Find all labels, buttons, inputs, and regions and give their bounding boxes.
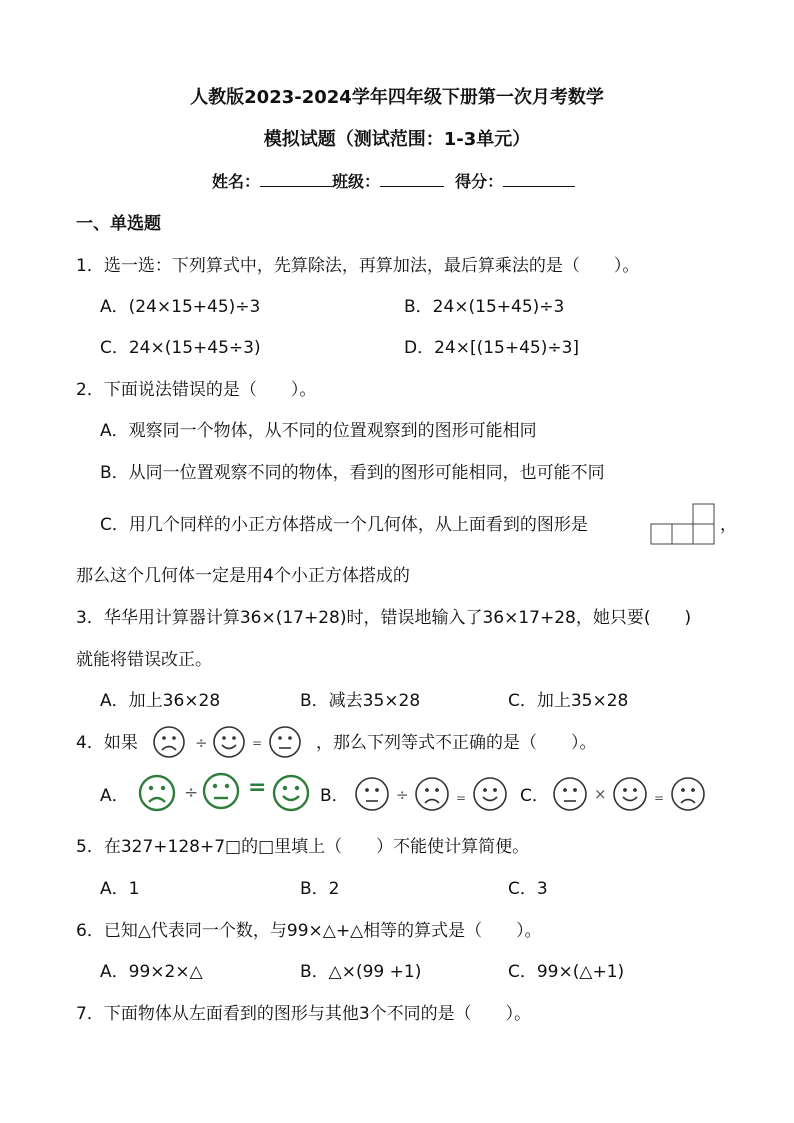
exam-title: 人教版2023-2024学年四年级下册第一次月考数学 (190, 87, 604, 108)
question-7: 7．下面物体从左面看到的图形与其他3个不同的是（ ）。 (76, 1004, 532, 1024)
question-4-lead: 4．如果 (76, 733, 138, 753)
exam-subtitle: 模拟试题（测试范围：1-3单元） (263, 129, 531, 150)
sad-face-icon (670, 776, 706, 812)
neutral-face-icon (354, 776, 390, 812)
sad-face-icon (414, 776, 450, 812)
q2-option-c-continued: 那么这个几何体一定是用4个小正方体搭成的 (76, 566, 410, 586)
happy-face-icon (212, 725, 246, 759)
equals-sign: = (248, 775, 267, 800)
q5-option-c[interactable]: C．3 (508, 879, 548, 899)
q5-option-a[interactable]: A．1 (100, 879, 140, 899)
q5-option-b[interactable]: B．2 (300, 879, 340, 899)
student-info-row (212, 170, 575, 194)
divide-sign: ÷ (195, 734, 208, 752)
divide-sign: ÷ (184, 783, 199, 803)
score-label: 得分： (455, 172, 504, 191)
divide-sign: ÷ (396, 786, 409, 804)
neutral-face-icon (268, 725, 302, 759)
name-blank[interactable] (260, 170, 332, 187)
q1-option-d[interactable]: D．24×[(15+45)÷3] (404, 338, 580, 358)
neutral-face-icon (202, 772, 240, 810)
q2-option-b[interactable]: B．从同一位置观察不同的物体，看到的图形可能相同，也可能不同 (100, 463, 605, 483)
class-label: 班级： (332, 172, 381, 191)
neutral-face-icon (552, 776, 588, 812)
q6-option-c[interactable]: C．99×(△+1) (508, 962, 625, 982)
equals-sign: = (252, 736, 263, 750)
question-6: 6．已知△代表同一个数，与99×△+△相等的算式是（ ）。 (76, 921, 542, 941)
multiply-sign: × (594, 785, 607, 803)
happy-face-icon (272, 774, 310, 812)
question-1: 1．选一选：下列算式中，先算除法，再算加法，最后算乘法的是（ ）。 (76, 256, 640, 276)
q3-option-c[interactable]: C．加上35×28 (508, 691, 629, 711)
happy-face-icon (612, 776, 648, 812)
question-2: 2．下面说法错误的是（ ）。 (76, 380, 317, 400)
question-5: 5．在327+128+7□的□里填上（ ）不能使计算简便。 (76, 837, 530, 857)
question-4-tail: ，那么下列等式不正确的是（ ）。 (316, 733, 597, 753)
top-view-shape-icon (650, 500, 716, 546)
happy-face-icon (472, 776, 508, 812)
class-blank[interactable] (380, 170, 444, 187)
q1-option-a[interactable]: A．(24×15+45)÷3 (100, 297, 261, 317)
q2-option-c[interactable]: C．用几个同样的小正方体搭成一个几何体，从上面看到的图形是 (100, 515, 588, 535)
sad-face-icon (152, 725, 186, 759)
question-3-continued: 就能将错误改正。 (76, 650, 212, 670)
q6-option-b[interactable]: B．△×(99 +1) (300, 962, 422, 982)
q1-option-c[interactable]: C．24×(15+45÷3) (100, 338, 261, 358)
q3-option-a[interactable]: A．加上36×28 (100, 691, 221, 711)
q2-comma: ， (720, 515, 737, 535)
equals-sign: = (654, 791, 665, 805)
q4-option-c[interactable]: C． (520, 786, 549, 806)
q6-option-a[interactable]: A．99×2×△ (100, 962, 203, 982)
q4-option-b[interactable]: B． (320, 786, 349, 806)
name-label: 姓名： (212, 172, 261, 191)
equals-sign: = (456, 791, 467, 805)
section-heading: 一、单选题 (76, 214, 161, 234)
score-blank[interactable] (503, 170, 575, 187)
q1-option-b[interactable]: B．24×(15+45)÷3 (404, 297, 565, 317)
question-3: 3．华华用计算器计算36×(17+28)时，错误地输入了36×17+28，她只要( ) (76, 608, 692, 628)
sad-face-icon (138, 774, 176, 812)
q2-option-a[interactable]: A．观察同一个物体，从不同的位置观察到的图形可能相同 (100, 421, 537, 441)
q3-option-b[interactable]: B．减去35×28 (300, 691, 421, 711)
q4-option-a[interactable]: A． (100, 786, 129, 806)
